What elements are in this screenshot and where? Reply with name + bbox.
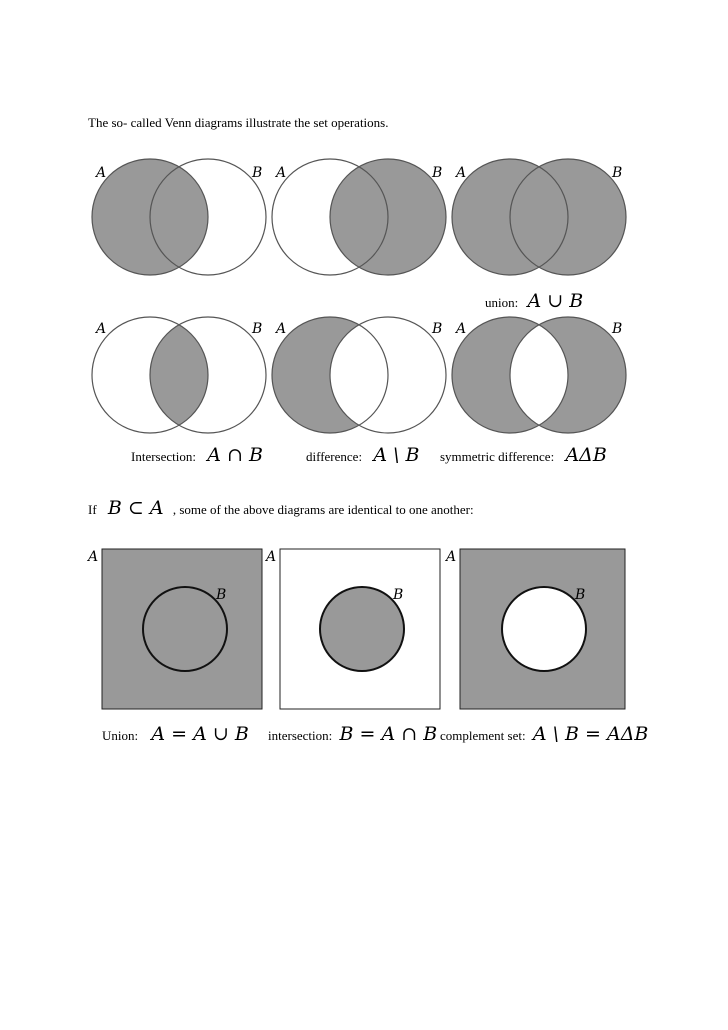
venn-union: [442, 162, 632, 287]
venn-symmetric-difference: [442, 318, 632, 443]
venn-set-a: [82, 162, 272, 287]
label-b: B: [575, 587, 586, 603]
intersection-label: Intersection:: [131, 449, 196, 464]
set-b-circle: [502, 587, 586, 671]
difference-label: difference:: [306, 449, 363, 464]
subset-union: [88, 545, 268, 715]
sub-intersection-label: intersection:: [268, 728, 333, 743]
if-suffix: , some of the above diagrams are identical to one another:: [172, 502, 474, 517]
symdiff-label: symmetric difference:: [440, 449, 555, 464]
union-math: A ∪ B: [527, 290, 584, 312]
label-b: B: [612, 321, 623, 337]
label-a: A: [276, 321, 287, 337]
label-a: A: [456, 165, 467, 181]
label-b: B: [432, 321, 443, 337]
difference-math: A \ B: [373, 444, 420, 466]
sub-union-math: A = A ∪ B: [151, 723, 249, 745]
if-math: B ⊂ A: [107, 497, 164, 519]
label-b: B: [216, 587, 227, 603]
sub-complement-label: complement set:: [440, 728, 526, 743]
label-a: A: [266, 549, 277, 565]
sub-intersection-caption: [268, 723, 437, 745]
subset-condition: [88, 497, 474, 519]
union-caption: [485, 290, 583, 312]
venn-intersection: [82, 318, 272, 443]
intersection-math: A ∩ B: [207, 444, 263, 466]
label-a: A: [96, 321, 107, 337]
venn-difference: [262, 318, 452, 443]
symdiff-math: AΔB: [565, 444, 607, 466]
set-b-circle: [143, 587, 227, 671]
difference-caption: [306, 444, 419, 466]
venn-set-b: [262, 162, 452, 287]
union-label: union:: [485, 295, 519, 310]
label-a: A: [88, 549, 99, 565]
label-a: A: [446, 549, 457, 565]
label-b: B: [252, 321, 263, 337]
sub-union-caption: [102, 723, 249, 745]
intersection-caption: [131, 444, 263, 466]
label-b: B: [612, 165, 623, 181]
subset-intersection: [266, 545, 446, 715]
sub-complement-caption: [440, 723, 648, 745]
label-a: A: [276, 165, 287, 181]
label-a: A: [96, 165, 107, 181]
intro-text: The so- called Venn diagrams illustrate the set operations.: [88, 115, 389, 130]
sub-complement-math: A \ B = AΔB: [532, 723, 649, 745]
label-b: B: [252, 165, 263, 181]
label-a: A: [456, 321, 467, 337]
if-prefix: If: [88, 502, 97, 517]
set-b-circle: [320, 587, 404, 671]
sub-intersection-math: B = A ∩ B: [339, 723, 438, 745]
label-b: B: [393, 587, 404, 603]
sub-union-label: Union:: [102, 728, 139, 743]
symdiff-caption: [440, 444, 607, 466]
label-b: B: [432, 165, 443, 181]
subset-complement: [446, 545, 631, 715]
